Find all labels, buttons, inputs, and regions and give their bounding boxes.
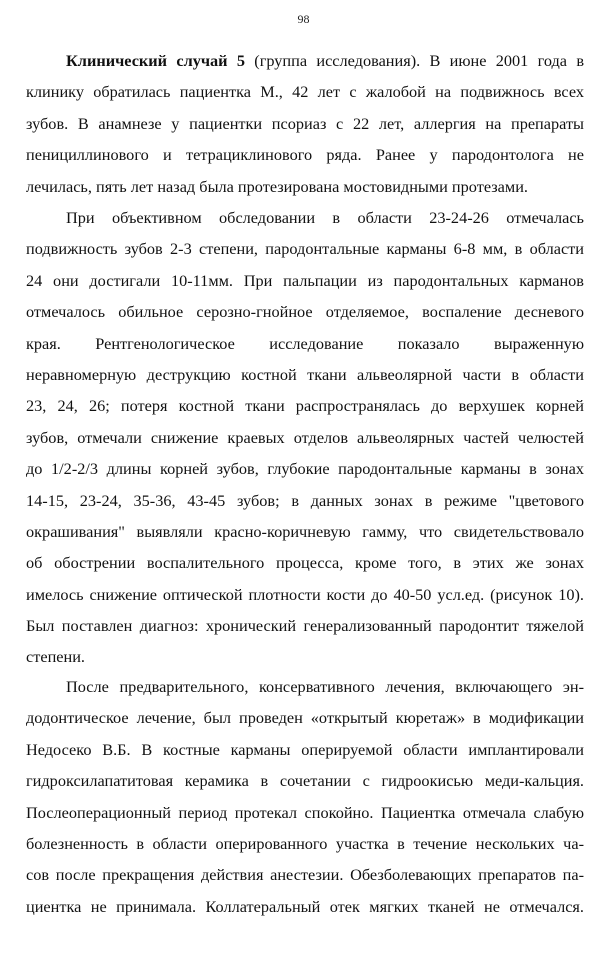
paragraph-line: об обострении воспалительного процесса, кроме того, в этих же зонах xyxy=(26,553,584,573)
paragraph-line: сов после прекращения действия анестезии. Обезболевающих препаратов па- xyxy=(26,865,584,885)
paragraph-treatment xyxy=(26,671,584,922)
paragraph-line: имелось снижение оптической плотности кости до 40-50 усл.ед. (рисунок 10). xyxy=(26,584,584,604)
paragraph-examination xyxy=(26,202,584,673)
paragraph-line: степени. xyxy=(26,647,86,667)
paragraph-line: додонтическое лечение, был проведен «открытый кюретаж» в модификации xyxy=(26,708,584,728)
paragraph-line xyxy=(26,45,584,76)
paragraph-line: болезненность в области оперированного участка в течение нескольких ча- xyxy=(26,833,584,853)
paragraph-line: Послеоперационный период протекал спокойно. Пациентка отмечала слабую xyxy=(26,802,584,822)
paragraph-line: При объективном обследовании в области 23-24-26 отмечалась xyxy=(66,208,584,227)
paragraph-line: лечилась, пять лет назад была протезирована мостовидными протезами. xyxy=(26,176,528,196)
paragraph-line: зубов, отмечали снижение краевых отделов альвеолярных частей челюстей xyxy=(26,427,584,447)
paragraph-line: неравномерную деструкцию костной ткани альвеолярной части в области xyxy=(26,364,584,384)
paragraph-line: края. Рентгенологическое исследование показало выраженную xyxy=(26,333,584,353)
paragraph-line: циентка не принимала. Коллатеральный отек мягких тканей не отмечался. xyxy=(26,896,584,916)
paragraph-line: 23, 24, 26; потеря костной ткани распространялась до верхушек корней xyxy=(26,396,584,416)
line-text: (группа исследования). В июне 2001 года в xyxy=(244,51,585,70)
paragraph-line: 24 они достигали 10-11мм. При пальпации из пародонтальных карманов xyxy=(26,270,584,290)
paragraph-line: подвижность зубов 2-3 степени, пародонтальные карманы 6-8 мм, в области xyxy=(26,239,584,259)
page-number: 98 xyxy=(297,12,310,26)
paragraph-line: до 1/2-2/3 длины корней зубов, глубокие пародонтальные карманы в зонах xyxy=(26,459,584,479)
paragraph-line: клинику обратилась пациентка М., 42 лет с жалобой на подвижнось всех xyxy=(26,82,584,102)
case-heading: Клинический случай 5 xyxy=(66,51,245,70)
paragraph-line: зубов. В анамнезе у пациентки псориаз с 22 лет, аллергия на препараты xyxy=(26,113,584,133)
paragraph-line: Был поставлен диагноз: хронический генерализованный пародонтит тяжелой xyxy=(26,616,584,636)
paragraph-line: пенициллинового и тетрациклинового ряда. Ранее у пародонтолога не xyxy=(26,145,584,165)
paragraph-line: После предварительного, консервативного лечения, включающего эн- xyxy=(66,677,584,696)
paragraph-line: отмечалось обильное серозно-гнойное отделяемое, воспаление десневого xyxy=(26,302,584,322)
paragraph-line: Недосеко В.Б. В костные карманы оперируемой области имплантировали xyxy=(26,739,584,759)
paragraph-line: окрашивания" выявляли красно-коричневую гамму, что свидетельствовало xyxy=(26,521,584,541)
paragraph-line: гидроксилапатитовая керамика в сочетании с гидроокисью меди-кальция. xyxy=(26,771,584,791)
paragraph-line: 14-15, 23-24, 35-36, 43-45 зубов; в данных зонах в режиме "цветового xyxy=(26,490,584,510)
paragraph-case-5 xyxy=(26,45,584,202)
